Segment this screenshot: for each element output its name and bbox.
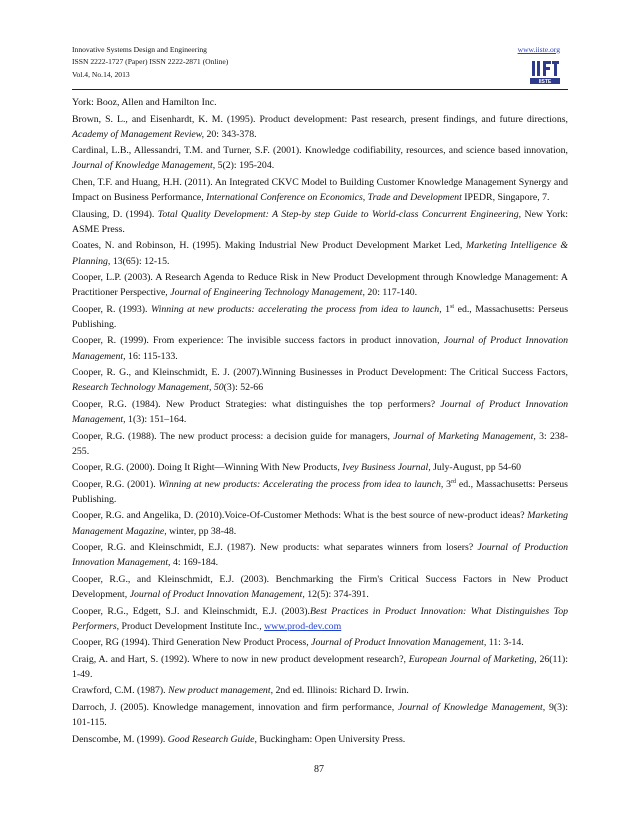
reference-source: Journal of Product Innovation Management xyxy=(311,637,484,649)
reference-authors-title: Cooper, R. (1999). From experience: The invisible success factors in product innovation, xyxy=(72,335,444,347)
reference-source: New product management xyxy=(168,685,271,697)
reference-entry xyxy=(72,540,568,570)
reference-entry xyxy=(72,112,568,142)
reference-entry xyxy=(72,508,568,538)
reference-details: 20: 343-378. xyxy=(204,128,257,140)
volume-line: Vol.4, No.14, 2013 xyxy=(72,69,130,79)
reference-authors-title: Brown, S. L., and Eisenhardt, K. M. (1995). Product development: Past research, present findings, and future directions, xyxy=(72,113,568,125)
reference-link[interactable]: www.prod-dev.com xyxy=(264,620,342,632)
reference-entry xyxy=(72,143,568,173)
reference-details: , 5(2): 195-204. xyxy=(212,160,275,172)
reference-source: Winning at new products: accelerating the process from idea to launch xyxy=(151,303,440,315)
reference-source: Academy of Management Review, xyxy=(72,128,205,140)
reference-entry xyxy=(72,477,568,507)
reference-entry xyxy=(72,238,568,268)
reference-source: Journal of Product Innovation Management xyxy=(129,589,303,601)
reference-details: , 16: 115-133. xyxy=(123,350,178,362)
reference-source: Good Research Guide xyxy=(167,733,255,745)
iiste-logo-icon xyxy=(528,58,562,86)
page-header xyxy=(72,44,568,81)
reference-authors-title: Cooper, R.G., and Kleinschmidt, E.J. (2003). Benchmarking the Firm's Critical Success Factors in New Product Development, xyxy=(72,573,568,601)
reference-entry xyxy=(72,365,568,395)
reference-entry xyxy=(72,207,568,237)
reference-details: , winter, pp 38-48. xyxy=(164,525,237,537)
reference-details: , 11: 3-14. xyxy=(483,637,524,649)
reference-source: Total Quality Development: A Step-by step Guide to World-class Concurrent Engineering xyxy=(157,208,519,220)
reference-publisher: ed., Massachusetts: Perseus Publishing. xyxy=(72,478,568,505)
reference-source: Journal of Knowledge Management xyxy=(398,701,543,713)
header-divider xyxy=(72,89,568,90)
reference-publisher: ed., Massachusetts: Perseus Publishing. xyxy=(72,303,569,330)
reference-authors-title: Cooper, R.G. and Angelika, D. (2010).Voice-Of-Customer Methods: What is the best source of new-product ideas? xyxy=(72,510,528,522)
reference-authors-title: Denscombe, M. (1999). xyxy=(72,733,168,745)
reference-details: , 1(3): 151–164. xyxy=(123,414,187,426)
reference-source: Marketing Management Magazine xyxy=(72,510,568,537)
reference-details: , Buckingham: Open University Press. xyxy=(254,733,406,745)
reference-details: 3 xyxy=(443,478,452,490)
reference-details: , 13(65): 12-15. xyxy=(107,255,170,267)
reference-entry xyxy=(72,429,568,459)
reference-source: Journal of Marketing Management xyxy=(393,430,534,442)
reference-details: (3): 52-66 xyxy=(223,382,264,394)
reference-authors-title: Cooper, R.G. and Kleinschmidt, E.J. (1987). New products: what separates winners from losers? xyxy=(72,542,478,554)
reference-authors-title: Cooper, R.G., Edgett, S.J. and Kleinschmidt, E.J. (2003). xyxy=(72,605,310,617)
reference-entry xyxy=(72,604,568,634)
reference-details: IPEDR, Singapore, 7. xyxy=(461,192,550,204)
reference-authors-title: Coates, N. and Robinson, H. (1995). Making Industrial New Product Development Market Led, xyxy=(72,240,467,252)
reference-entry xyxy=(72,175,568,205)
edition-superscript: rd xyxy=(451,478,457,485)
reference-entry xyxy=(72,397,568,427)
reference-authors-title: Cooper, L.P. (2003). A Research Agenda to Reduce Risk in New Product Development through Knowledge Management: A Practitioner Perspective, xyxy=(72,272,568,299)
reference-authors-title: Cooper, RG (1994). Third Generation New Product Process, xyxy=(72,637,312,649)
reference-entry xyxy=(72,572,568,602)
reference-list xyxy=(72,95,568,748)
reference-entry xyxy=(72,732,568,747)
reference-authors-title: Cooper, R.G. (1984). New Product Strategies: what distinguishes the top performers? xyxy=(72,398,441,410)
reference-entry xyxy=(72,95,568,110)
reference-details: , 9(3): 101-115. xyxy=(72,701,568,729)
page-number: 87 xyxy=(314,764,324,775)
reference-authors-title: Cooper, R.G. (2001). xyxy=(72,478,159,490)
reference-source: Ivey Business Journal, xyxy=(342,462,431,474)
reference-authors-title: Craig, A. and Hart, S. (1992). Where to now in new product development research?, xyxy=(72,653,409,665)
reference-authors-title: Chen, T.F. and Huang, H.H. (2011). An Integrated CKVC Model to Building Customer Knowledge Management Synergy and Impact on Business Performance, xyxy=(72,176,568,204)
reference-entry xyxy=(72,460,568,475)
edition-superscript: st xyxy=(450,303,455,310)
reference-authors-title: Cooper, R.G. (2000). Doing It Right—Winning With New Products, xyxy=(72,462,343,474)
journal-url-link[interactable]: www.iiste.org xyxy=(517,45,560,54)
reference-source: International Conference on Economics, Trade and Development xyxy=(206,192,462,204)
svg-text:IISTE: IISTE xyxy=(538,79,552,85)
reference-details: , 26(11): 1-49. xyxy=(72,653,568,680)
reference-source: Journal of Knowledge Management xyxy=(72,160,213,172)
reference-entry xyxy=(72,302,568,332)
reference-source: Journal of Production Innovation Management xyxy=(72,542,568,569)
reference-details: , 1 xyxy=(439,303,451,315)
reference-authors-title: Crawford, C.M. (1987). xyxy=(72,685,169,697)
reference-source: Journal of Product Innovation Management xyxy=(72,398,569,426)
reference-entry xyxy=(72,270,568,300)
reference-text: York: Booz, Allen and Hamilton Inc. xyxy=(72,97,217,108)
reference-details: , Product Development Institute Inc., xyxy=(116,620,265,632)
reference-authors-title: Cooper, R.G. (1988). The new product process: a decision guide for managers, xyxy=(72,430,394,442)
journal-name: Innovative Systems Design and Engineering xyxy=(72,45,207,54)
reference-entry xyxy=(72,700,568,730)
reference-details: , 2nd ed. Illinois: Richard D. Irwin. xyxy=(270,685,409,697)
reference-details: , 12(5): 374-391. xyxy=(302,589,369,601)
reference-source: Winning at new products: Accelerating the process from idea to launch, xyxy=(158,478,444,490)
reference-details: July-August, pp 54-60 xyxy=(430,462,521,474)
reference-authors-title: Cardinal, L.B., Allessandri, T.M. and Turner, S.F. (2001). Knowledge codifiability, resources, and science based innovation, xyxy=(72,145,568,157)
reference-details: , 3: 238-255. xyxy=(72,430,568,457)
reference-entry xyxy=(72,333,568,363)
reference-entry xyxy=(72,635,568,650)
reference-authors-title: Darroch, J. (2005). Knowledge management, innovation and firm performance, xyxy=(72,701,398,713)
reference-source: European Journal of Marketing xyxy=(408,653,535,665)
reference-source: Research Technology Management, 50 xyxy=(72,382,224,394)
reference-source: Best Practices in Product Innovation: What Distinguishes Top Performers xyxy=(72,605,569,632)
reference-authors-title: Cooper, R. G., and Kleinschmidt, E. J. (2007).Winning Businesses in Product Development: The Critical Success Factors, xyxy=(72,367,568,379)
reference-entry xyxy=(72,683,568,698)
issn-line: ISSN 2222-1727 (Paper) ISSN 2222-2871 (Online) xyxy=(72,57,229,67)
reference-authors-title: Clausing, D. (1994). xyxy=(72,208,158,220)
reference-source: Marketing Intelligence & Planning xyxy=(72,240,568,267)
reference-source: Journal of Product Innovation Management xyxy=(72,335,568,362)
reference-details: , 4: 169-184. xyxy=(168,557,219,569)
reference-source: Journal of Engineering Technology Management xyxy=(170,287,363,299)
reference-authors-title: Cooper, R. (1993). xyxy=(72,303,151,315)
reference-entry xyxy=(72,652,568,682)
reference-details: , 20: 117-140. xyxy=(362,287,418,299)
reference-details: , New York: ASME Press. xyxy=(72,208,569,235)
